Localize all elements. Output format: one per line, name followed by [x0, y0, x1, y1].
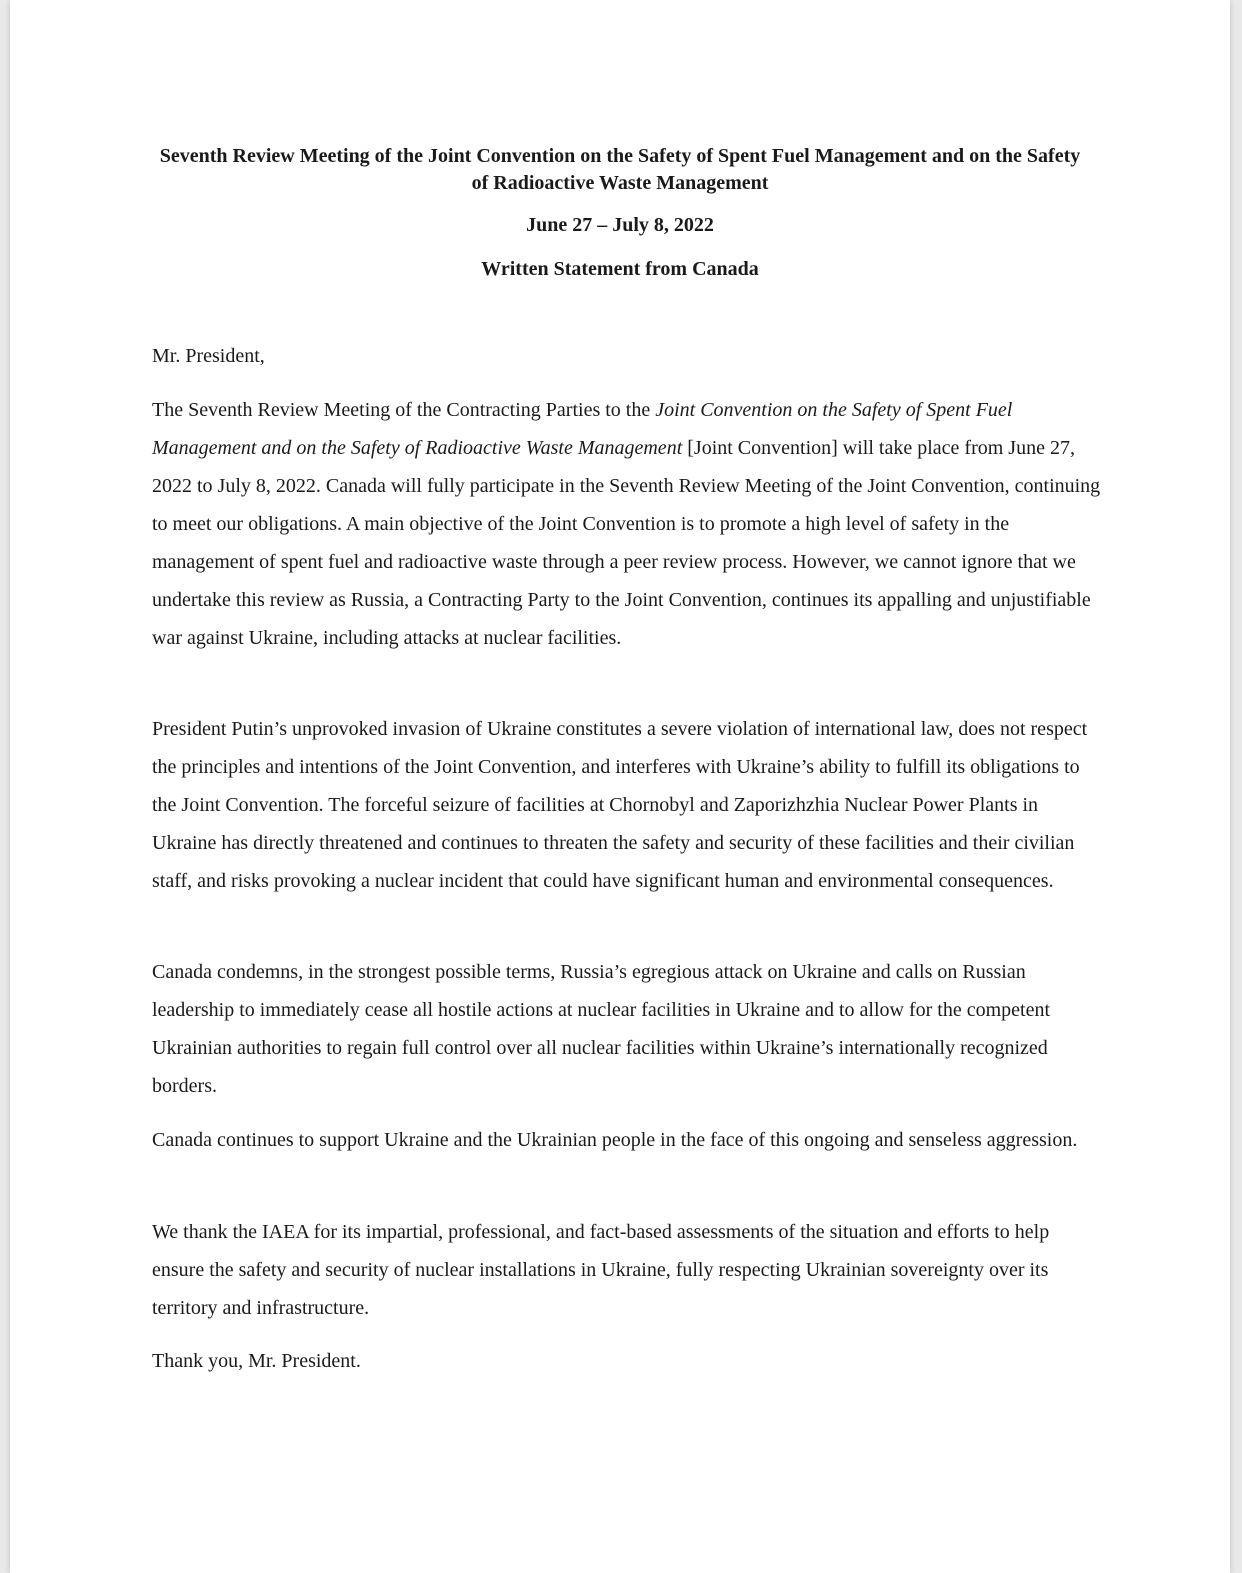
paragraph-5: We thank the IAEA for its impartial, professional, and fact-based assessments of the situation and efforts to help ensure the safety and security of nuclear installations in Ukraine, fully respecting Ukrainian sovereignty over its territory and infrastructure. [152, 1221, 1050, 1319]
meeting-dates: June 27 – July 8, 2022 [526, 214, 714, 236]
document-title-line-1: Seventh Review Meeting of the Joint Convention on the Safety of Spent Fuel Management and on the Safety of Radioactive Waste Management [159, 145, 1081, 194]
document-subtitle: Written Statement from Canada [481, 258, 759, 280]
document-title [10, 143, 1230, 197]
paragraph-3: Canada condemns, in the strongest possible terms, Russia’s egregious attack on Ukraine and calls on Russian leadership to immediately cease all hostile actions at nuclear facilities in Ukraine and to allow for the competent Ukrainian authorities to regain full control over all nuclear facilities within Ukraine’s internationally recognized borders. [152, 961, 1051, 1097]
salutation: Mr. President, [152, 345, 265, 367]
paragraph-1-rest: [Joint Convention] will take place from June 27, 2022 to July 8, 2022. Canada will fully participate in the Seventh Review Meeting of the Joint Convention, continuing to meet our obligations. A main objective of the Joint Convention is to promote a high level of safety in the management of spent fuel and radioactive waste through a peer review process. However, we cannot ignore that we undertake this review as Russia, a Contracting Party to the Joint Convention, continues its appalling and unjustifiable war against Ukraine, including attacks at nuclear facilities. [152, 437, 1101, 649]
paragraph-1-lead: The Seventh Review Meeting of the Contracting Parties to the [152, 399, 656, 421]
paragraph-1 [152, 391, 1102, 657]
paragraph-4: Canada continues to support Ukraine and the Ukrainian people in the face of this ongoing and senseless aggression. [152, 1129, 1078, 1151]
closing-line: Thank you, Mr. President. [152, 1350, 361, 1372]
paragraph-2: President Putin’s unprovoked invasion of Ukraine constitutes a severe violation of international law, does not respect the principles and intentions of the Joint Convention, and interferes with Ukraine’s ability to fulfill its obligations to the Joint Convention. The forceful seizure of facilities at Chornobyl and Zaporizhzhia Nuclear Power Plants in Ukraine has directly threatened and continues to threaten the safety and security of these facilities and their civilian staff, and risks provoking a nuclear incident that could have significant human and environmental consequences. [152, 718, 1088, 892]
paragraph-1-convention-title: Joint Convention on the Safety of Spent Fuel Management and on the Safety of Radioactive Waste Management [152, 399, 1013, 459]
document-page [10, 0, 1230, 1573]
